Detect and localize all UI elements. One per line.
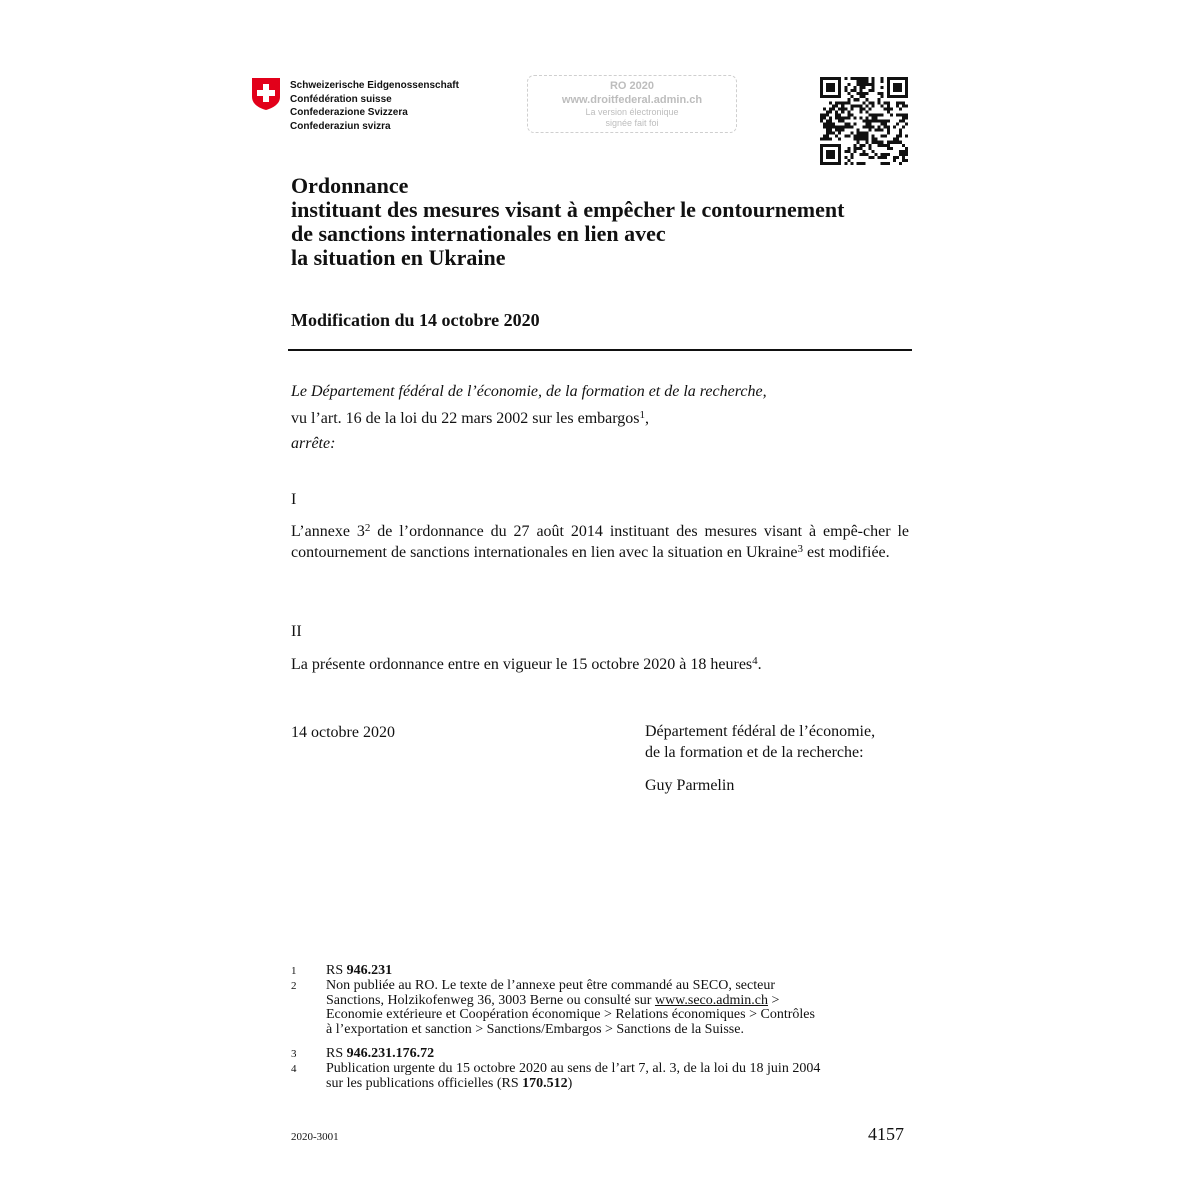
section-2-text xyxy=(291,654,762,675)
dept-line-1: Département fédéral de l’économie, xyxy=(645,723,876,740)
footnote-ref-2[interactable]: 2 xyxy=(364,522,371,534)
footnote-num: 2 xyxy=(291,980,297,992)
footnote-rs-number: 946.231.176.72 xyxy=(346,1046,435,1061)
section-heading-1: I xyxy=(291,491,297,508)
confederation-name-rm: Confederaziun svizra xyxy=(290,120,391,132)
section-1-text-c: est modifiée. xyxy=(803,544,890,561)
modification-date: Modification du 14 octobre 2020 xyxy=(291,310,540,330)
confederation-name-it: Confederazione Svizzera xyxy=(290,107,408,118)
title-rule xyxy=(288,349,912,351)
swiss-cross-icon xyxy=(251,77,281,111)
confederation-names xyxy=(290,79,459,133)
document-title xyxy=(291,174,844,270)
footnote-2-line-2b: > xyxy=(767,992,780,1008)
document-code: 2020-3001 xyxy=(291,1131,339,1143)
dept-line-2: de la formation et de la recherche: xyxy=(645,744,864,761)
footnote-rs-number: 946.231 xyxy=(346,963,393,978)
footnote-ref-1[interactable]: 1 xyxy=(639,409,646,421)
signature-block xyxy=(645,721,875,796)
section-2-text-body: La présente ordonnance entre en vigueur le 15 octobre 2020 à 18 heures xyxy=(291,656,753,673)
page-number: 4157 xyxy=(868,1124,904,1144)
footnote-prefix: RS xyxy=(326,1046,347,1061)
footnote-ref-3[interactable]: 3 xyxy=(797,543,803,555)
ro-stamp xyxy=(527,75,737,133)
section-2-text-end: . xyxy=(757,656,762,673)
preamble-vu-text: vu l’art. 16 de la loi du 22 mars 2002 sur les embargos xyxy=(291,410,640,427)
footnote-prefix: RS xyxy=(326,963,347,978)
footnote-4-line-2a: sur les publications officielles (RS xyxy=(326,1075,523,1091)
stamp-line-4: signée fait foi xyxy=(605,118,659,128)
preamble-arrete: arrête: xyxy=(291,435,336,452)
preamble-vu xyxy=(291,408,649,429)
footnote-num: 4 xyxy=(291,1063,297,1075)
footnote-4 xyxy=(291,1062,911,1094)
stamp-line-1: RO 2020 xyxy=(609,80,655,92)
footnote-4-line-2b: ) xyxy=(567,1075,573,1091)
signatory-name: Guy Parmelin xyxy=(645,777,735,794)
section-1-text-b: de l’ordonnance du 27 août 2014 instituant des mesures visant à empê-cher le contournement de sanctions internationales en lien avec la situation en Ukraine xyxy=(291,523,909,561)
footnote-2-line-1: Non publiée au RO. Le texte de l’annexe peut être commandé au SECO, secteur xyxy=(326,978,776,993)
footnote-4-line-1: Publication urgente du 15 octobre 2020 au sens de l’art 7, al. 3, de la loi du 18 juin 2004 xyxy=(326,1061,821,1076)
footnote-num: 3 xyxy=(291,1048,297,1060)
confederation-name-de: Schweizerische Eidgenossenschaft xyxy=(290,80,459,91)
footnote-4-line-2 xyxy=(326,1077,906,1092)
footnote-rs-number: 170.512 xyxy=(522,1075,568,1091)
footnote-num: 1 xyxy=(291,965,297,977)
title-line-2: instituant des mesures visant à empêcher le contournement xyxy=(291,197,845,222)
qr-code-icon xyxy=(820,77,908,165)
stamp-line-2: www.droitfederal.admin.ch xyxy=(561,94,703,106)
footnote-2-line-4: à l’exportation et sanction > Sanctions/Embargos > Sanctions de la Suisse. xyxy=(326,1021,744,1037)
title-line-1: Ordonnance xyxy=(291,173,409,198)
footnote-2-line-3: Economie extérieure et Coopération économique > Relations économiques > Contrôles xyxy=(326,1007,815,1022)
title-line-3: de sanctions internationales en lien avec xyxy=(291,221,666,246)
preamble-vu-end: , xyxy=(645,410,650,427)
footnote-2-line-2 xyxy=(326,994,906,1009)
closing-date: 14 octobre 2020 xyxy=(291,724,395,741)
confederation-name-fr: Confédération suisse xyxy=(290,93,392,105)
title-line-4: la situation en Ukraine xyxy=(291,245,506,270)
preamble-department: Le Département fédéral de l’économie, de la formation et de la recherche, xyxy=(291,383,767,400)
section-heading-2: II xyxy=(291,623,302,640)
stamp-line-3: La version électronique xyxy=(585,107,679,117)
section-1-text xyxy=(291,521,909,563)
seco-link[interactable]: www.seco.admin.ch xyxy=(654,992,768,1008)
footnote-2 xyxy=(291,979,911,1039)
footnote-ref-4[interactable]: 4 xyxy=(752,655,758,667)
footnote-2-line-2a: Sanctions, Holzikofenweg 36, 3003 Berne ou consulté sur xyxy=(326,992,655,1008)
section-1-text-a: L’annexe 3 xyxy=(291,523,365,540)
